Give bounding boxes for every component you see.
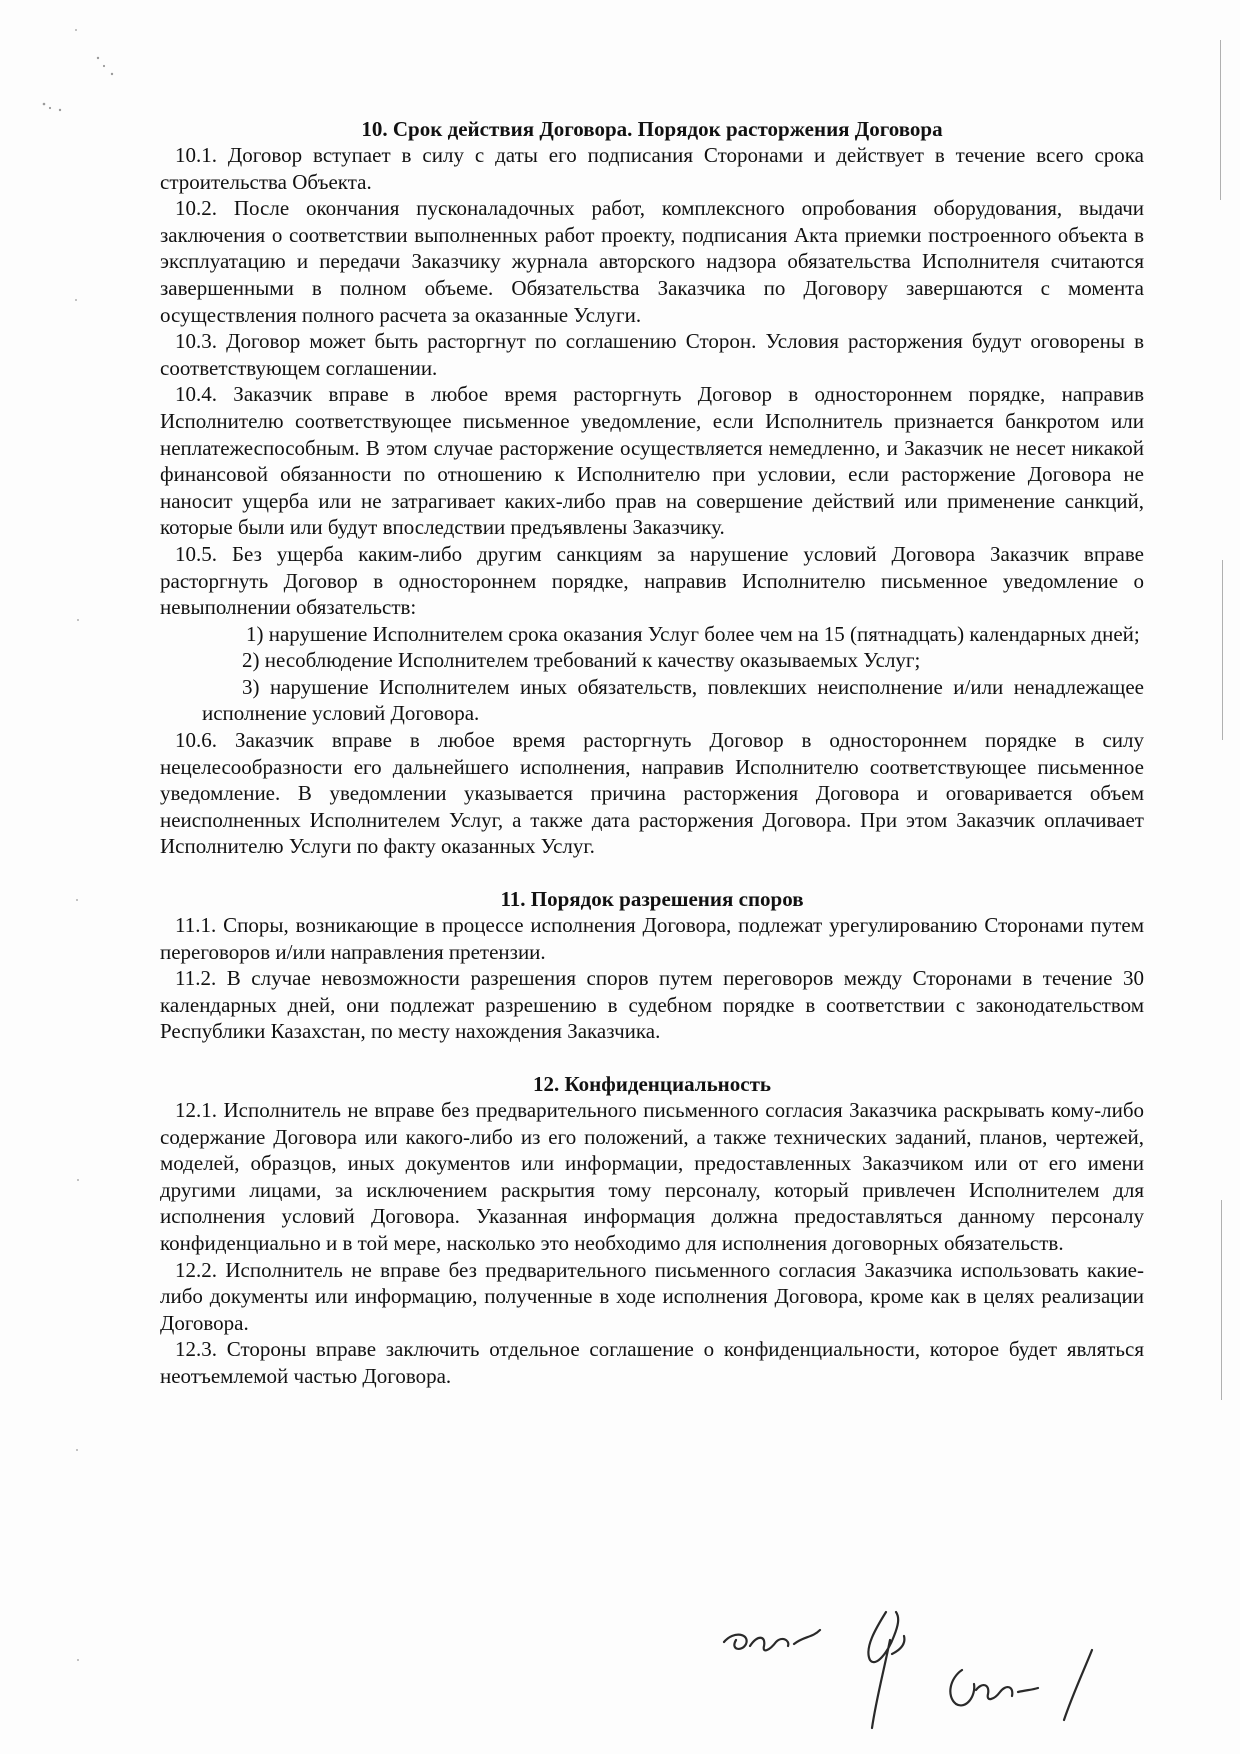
clause-11-2: 11.2. В случае невозможности разрешения споров путем переговоров между Сторонами в течение 30 календарных дней, они подлежат разрешению в судебном порядке в соответствии с законодательством Республики Казахстан, по месту нахождения Заказчика. bbox=[160, 966, 1144, 1044]
clause-11-1: 11.1. Споры, возникающие в процессе исполнения Договора, подлежат урегулированию Сторонами путем переговоров и/или направления претензии. bbox=[160, 913, 1144, 964]
clause-10-1: 10.1. Договор вступает в силу с даты его подписания Сторонами и действует в течение всего срока строительства Объекта. bbox=[160, 143, 1144, 194]
clause-12-2: 12.2. Исполнитель не вправе без предварительного письменного согласия Заказчика использовать какие-либо документы или информацию, полученные в ходе исполнения Договора, кроме как в целях реализации Договора. bbox=[160, 1257, 1144, 1335]
list-item-1: 1) нарушение Исполнителем срока оказания Услуг более чем на 15 (пятнадцать) календарных дней; bbox=[246, 621, 1140, 646]
list-item-2: 2) несоблюдение Исполнителем требований к качеству оказываемых Услуг; bbox=[242, 648, 921, 673]
scan-edge-marks-right bbox=[1200, 0, 1240, 1754]
section-10-title: 10. Срок действия Договора. Порядок расторжения Договора bbox=[361, 117, 943, 141]
signatures bbox=[700, 1600, 1180, 1740]
section-12-title: 12. Конфиденциальность bbox=[532, 1072, 772, 1096]
scan-edge-marks bbox=[0, 0, 140, 1754]
clause-10-5: 10.5. Без ущерба каким-либо другим санкциям за нарушение условий Договора Заказчик вправе расторгнуть Договор в одностороннем порядке, направив Исполнителю письменное уведомление о невыполнении обязательств: bbox=[160, 541, 1144, 620]
signature-2 bbox=[868, 1612, 904, 1728]
signature-3 bbox=[950, 1650, 1092, 1720]
clause-12-1: 12.1. Исполнитель не вправе без предварительного письменного согласия Заказчика раскрывать кому-либо содержание Договора или какого-либо из его положений, а также технических заданий, планов, чертежей, моделей, образцов, иных документов или информации, предоставленных Заказчиком или от его имени другими лицами, за исключением раскрытия тому персоналу, который привлечен Исполнителем для исполнения условий Договора. Указанная информация должна предоставляться данному персоналу конфиденциально и в той мере, насколько это необходимо для исполнения договорных обязательств. bbox=[160, 1098, 1144, 1255]
signature-1 bbox=[724, 1630, 820, 1650]
section-11-title: 11. Порядок разрешения споров bbox=[500, 887, 804, 912]
list-item-3: 3) нарушение Исполнителем иных обязательств, повлекших неисполнение и/или ненадлежащее исполнение условий Договора. bbox=[202, 674, 1144, 726]
clause-10-6: 10.6. Заказчик вправе в любое время расторгнуть Договор в одностороннем порядке в силу нецелесообразности его дальнейшего исполнения, направив Исполнителю соответствующее письменное уведомление. В уведомлении указывается причина расторжения Договора и оговаривается объем неисполненных Исполнителем Услуг, а также дата расторжения Договора. При этом Заказчик оплачивает Исполнителю Услуги по факту оказанных Услуг. bbox=[160, 728, 1144, 859]
clause-10-4: 10.4. Заказчик вправе в любое время расторгнуть Договор в одностороннем порядке, направив Исполнителю соответствующее письменное уведомление, если Исполнитель признается банкротом или неплатежеспособным. В этом случае расторжение осуществляется немедленно, и Заказчик не несет никакой финансовой обязанности по отношению к Исполнителю при условии, если расторжение Договора не наносит ущерба или не затрагивает каких-либо прав на совершение действий или применение санкций, которые были или будут впоследствии предъявлены Заказчику. bbox=[160, 382, 1144, 540]
clause-10-2: 10.2. После окончания пусконаладочных работ, комплексного опробования оборудования, выдачи заключения о соответствии выполненных работ проекту, подписания Акта приемки построенного объекта в эксплуатацию и передачи Заказчику журнала авторского надзора обязательства Исполнителя считаются завершенными в полном объеме. Обязательства Заказчика по Договору завершаются с момента осуществления полного расчета за оказанные Услуги. bbox=[160, 196, 1144, 327]
clause-10-3: 10.3. Договор может быть расторгнут по соглашению Сторон. Условия расторжения будут оговорены в соответствующем соглашении. bbox=[160, 329, 1144, 380]
document-body bbox=[160, 116, 1144, 1390]
clause-12-3: 12.3. Стороны вправе заключить отдельное соглашение о конфиденциальности, которое будет являться неотъемлемой частью Договора. bbox=[160, 1337, 1144, 1388]
